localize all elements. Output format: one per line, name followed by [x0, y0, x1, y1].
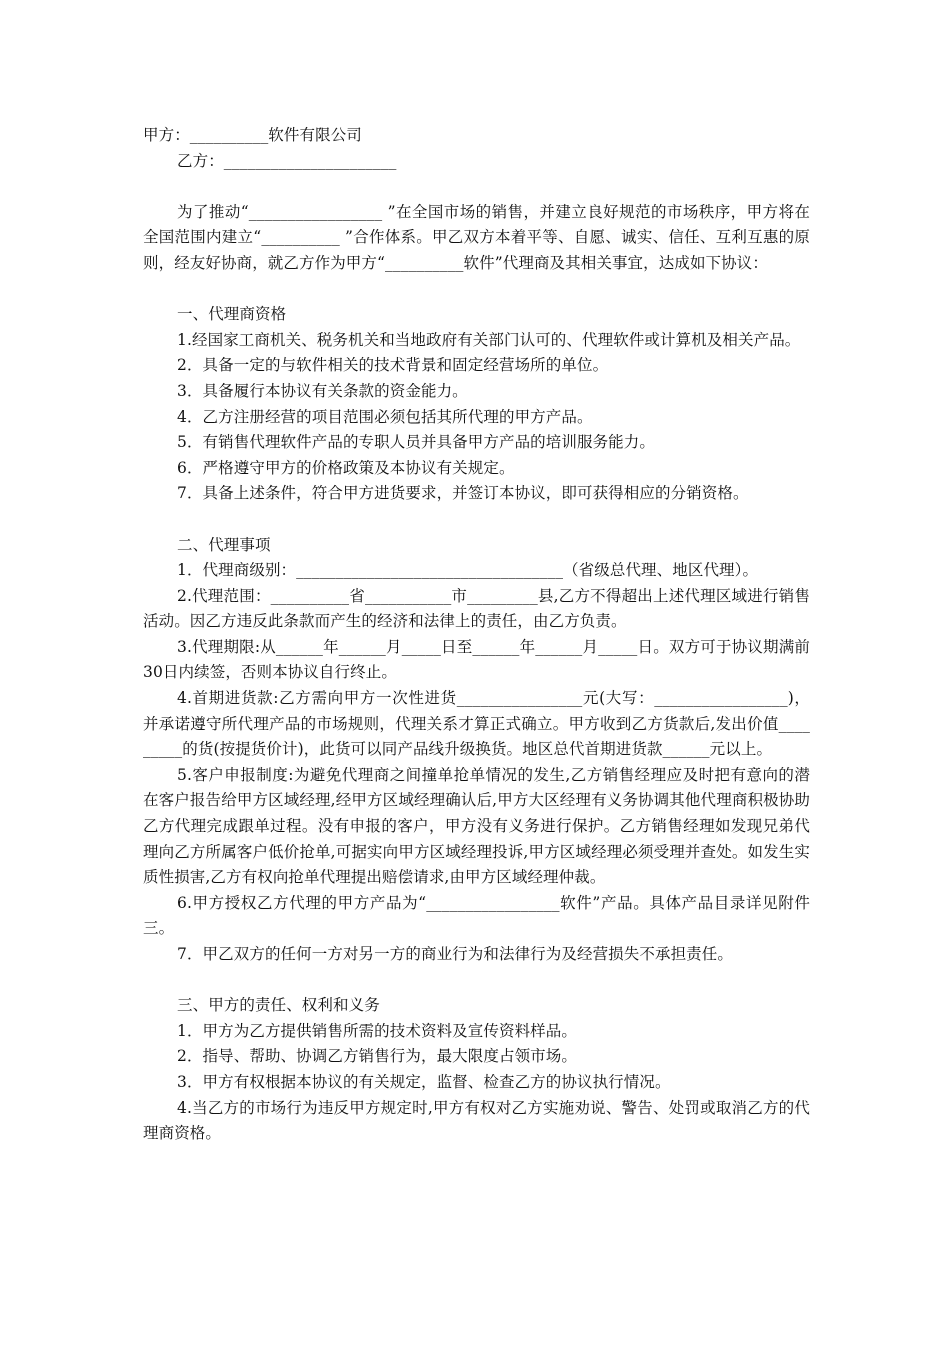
clause-item: 7．甲乙双方的任何一方对另一方的商业行为和法律行为及经营损失不承担责任。	[177, 945, 733, 963]
clause-item: 3．具备履行本协议有关条款的资金能力。	[177, 381, 468, 400]
section-title: 一、代理商资格	[177, 305, 287, 324]
section-title: 二、代理事项	[177, 535, 271, 554]
clause-item: 2．指导、帮助、协调乙方销售行为，最大限度占领市场。	[177, 1047, 577, 1066]
clause-item: 5．有销售代理软件产品的专职人员并具备甲方产品的培训服务能力。	[177, 433, 655, 452]
clause-item: 3．甲方有权根据本协议的有关规定，监督、检查乙方的协议执行情况。	[177, 1072, 671, 1091]
clause-item: 4．乙方注册经营的项目范围必须包括其所代理的甲方产品。	[177, 407, 593, 426]
clause-item: 4.当乙方的市场行为违反甲方规定时,甲方有权对乙方实施劝说、警告、处罚或取消乙方的代理商资格。	[143, 1098, 810, 1143]
clause-item: 4.首期进货款:乙方需向甲方一次性进货________________元(大写：_________________)，并承诺遵守所代理产品的市场规则，代理关系才算正式确立。甲方收到乙方货款后,发出价值_________的货(按提货价计)，此货可以同产品线升级换货。地区总代首期进货款______元以上。	[143, 689, 810, 759]
clause-item: 6．严格遵守甲方的价格政策及本协议有关规定。	[177, 458, 515, 477]
party-b-line: 乙方：______________________	[177, 151, 397, 170]
section-title: 三、甲方的责任、权利和义务	[177, 996, 380, 1015]
preamble-paragraph: 为了推动“_________________ ”在全国市场的销售，并建立良好规范的市场秩序，甲方将在全国范围内建立“__________ ”合作体系。甲乙双方本着平等、自愿、诚实、信任、互利互惠的原则，经友好协商，就乙方作为甲方“__________软件”代理商及其相关事宜，达成如下协议：	[143, 202, 810, 272]
clause-item: 7．具备上述条件，符合甲方进货要求，并签订本协议，即可获得相应的分销资格。	[177, 484, 749, 503]
clause-item: 1．甲方为乙方提供销售所需的技术资料及宣传资料样品。	[177, 1021, 577, 1040]
clause-item: 1．代理商级别：__________________________________（省级总代理、地区代理）。	[177, 561, 759, 580]
clause-item: 2.代理范围：__________省___________市_________县,乙方不得超出上述代理区域进行销售活动。因乙方违反此条款而产生的经济和法律上的责任，由乙方负责。	[143, 586, 810, 631]
clause-item: 3.代理期限:从______年______月_____日至______年______月_____日。双方可于协议期满前30日内续签，否则本协议自行终止。	[143, 637, 810, 682]
spacer	[143, 277, 810, 303]
clause-item: 2．具备一定的与软件相关的技术背景和固定经营场所的单位。	[177, 356, 609, 375]
agreement-body	[143, 123, 810, 1147]
clause-item: 6.甲方授权乙方代理的甲方产品为“_________________软件”产品。具体产品目录详见附件三。	[143, 893, 810, 938]
spacer	[143, 507, 810, 533]
clause-item: 1.经国家工商机关、税务机关和当地政府有关部门认可的、代理软件或计算机及相关产品。	[177, 330, 801, 349]
party-a-line: 甲方：__________软件有限公司	[143, 126, 362, 144]
spacer	[143, 174, 810, 200]
spacer	[143, 968, 810, 994]
clause-item: 5.客户申报制度:为避免代理商之间撞单抢单情况的发生,乙方销售经理应及时把有意向的潜在客户报告给甲方区域经理,经甲方区域经理确认后,甲方大区经理有义务协调其他代理商积极协助乙方代理完成跟单过程。没有申报的客户，甲方没有义务进行保护。乙方销售经理如发现兄弟代理向乙方所属客户低价抢单,可据实向甲方区域经理投诉,甲方区域经理必须受理并查处。如发生实质性损害,乙方有权向抢单代理提出赔偿请求,由甲方区域经理仲裁。	[143, 765, 810, 887]
